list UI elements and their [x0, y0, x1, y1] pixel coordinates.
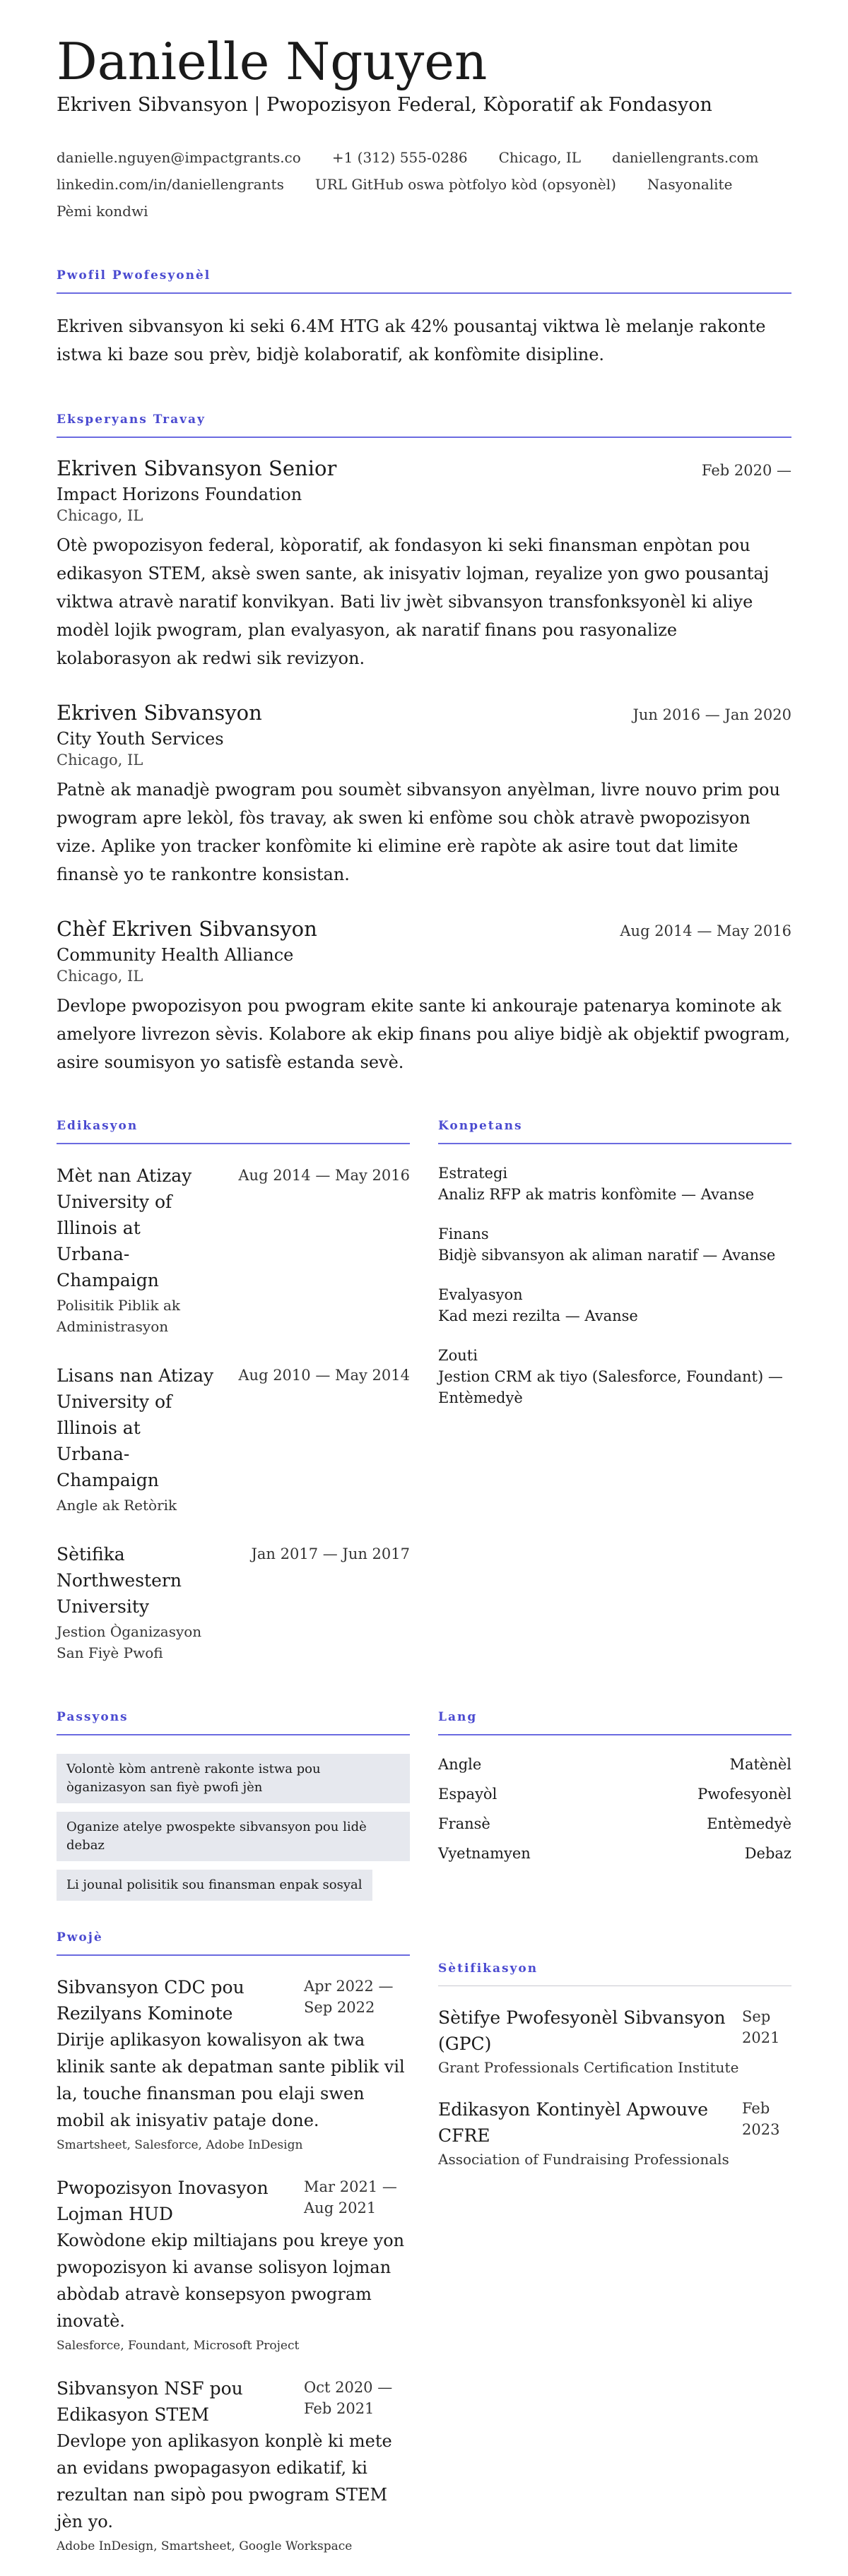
- interest-tag: Li jounal polisitik sou finansman enpak sosyal: [57, 1870, 372, 1901]
- section-title-profile: Pwofil Pwofesyonèl: [57, 268, 791, 294]
- project-item: [57, 2375, 410, 2553]
- education-dates: Aug 2014 — May 2016: [238, 1167, 410, 1185]
- project-item: [57, 2175, 410, 2353]
- skill-detail: Jestion CRM ak tiyo (Salesforce, Foundant) — Entèmedyè: [438, 1368, 783, 1407]
- project-dates: Mar 2021 — Aug 2021: [304, 2178, 397, 2217]
- certification-item: [438, 2005, 791, 2078]
- education-section: [57, 1105, 410, 1689]
- job-description: Devlope pwopozisyon pou pwogram ekite sante ki ankouraje patenarya kominote ak amelyore livrezon sèvis. Kolabore ak ekip finans pou aliye bidjè ak objektif pwogram, asire soumisyon yo satisfè estanda sevè.: [57, 996, 791, 1073]
- job-organization: Community Health Alliance: [57, 945, 294, 966]
- education-skills-row: [57, 1105, 791, 1689]
- job-organization: Impact Horizons Foundation: [57, 485, 302, 505]
- contact-nationality: Nasyonalite: [647, 176, 733, 194]
- candidate-headline: Ekriven Sibvansyon | Pwopozisyon Federal, Kòporatif ak Fondasyon: [57, 94, 712, 117]
- language-name: Angle: [438, 1756, 482, 1774]
- section-title-experience: Eksperyans Travay: [57, 412, 791, 438]
- education-field: Polisitik Piblik ak Administrasyon: [57, 1297, 181, 1336]
- certification-title: Edikasyon Kontinyèl Apwouve CFRE: [438, 2099, 709, 2147]
- education-degree: Mèt nan Atizay University of Illinois at Urbana-Champaign: [57, 1165, 192, 1291]
- job-location: Chicago, IL: [57, 507, 143, 525]
- language-row: [438, 1843, 791, 1864]
- skill-category: Evalyasyon: [438, 1286, 523, 1304]
- projects-certifications-row: [57, 1909, 791, 2576]
- certification-item: [438, 2096, 791, 2170]
- skills-section: [438, 1105, 791, 1689]
- job-title: Ekriven Sibvansyon Senior: [57, 456, 337, 481]
- certifications-section: [438, 1909, 791, 2576]
- job-dates: Aug 2014 — May 2016: [620, 922, 791, 940]
- education-item: [57, 1541, 410, 1663]
- section-title-education: Edikasyon: [57, 1119, 410, 1144]
- contact-linkedin[interactable]: linkedin.com/in/daniellengrants: [57, 176, 284, 194]
- contact-phone[interactable]: +1 (312) 555-0286: [331, 149, 468, 167]
- project-tools: Adobe InDesign, Smartsheet, Google Workspace: [57, 2539, 353, 2554]
- project-description: Kowòdone ekip miltiajans pou kreye yon pwopozisyon ki avanse solisyon lojman abòdab atravè konsepsyon pwogram inovatè.: [57, 2231, 405, 2332]
- education-degree: Lisans nan Atizay University of Illinois at Urbana-Champaign: [57, 1365, 214, 1491]
- project-item: [57, 1974, 410, 2152]
- project-dates: Oct 2020 — Feb 2021: [304, 2379, 393, 2418]
- language-level: Matènèl: [729, 1756, 791, 1774]
- education-item: [57, 1163, 410, 1337]
- skill-detail: Bidjè sibvansyon ak aliman naratif — Avanse: [438, 1247, 776, 1264]
- project-description: Devlope yon aplikasyon konplè ki mete an evidans pwopagasyon edikatif, ki rezultan nan sipò pou pwogram STEM jèn yo.: [57, 2431, 392, 2532]
- job-organization: City Youth Services: [57, 729, 224, 749]
- experience-item: [57, 701, 791, 889]
- education-item: [57, 1363, 410, 1516]
- job-location: Chicago, IL: [57, 752, 143, 769]
- job-description: Patnè ak manadjè pwogram pou soumèt sibvansyon anyèlman, livre nouvo prim pou pwogram apre lekòl, fòs travay, ak swen ki enfòme sou chòk atravè pwopozisyon vize. Aplike yon tracker konfòmite ki elimine erè rapòte ak asire tout dat limite finansè yo te rankontre konsistan.: [57, 780, 780, 885]
- certification-issuer: Grant Professionals Certification Institute: [438, 2059, 739, 2077]
- skill-category: Zouti: [438, 1347, 478, 1365]
- experience-section: [57, 412, 791, 1076]
- certification-date: Sep 2021: [742, 2008, 780, 2047]
- profile-section: [57, 268, 791, 369]
- project-tools: Salesforce, Foundant, Microsoft Project: [57, 2339, 300, 2354]
- experience-item: [57, 456, 791, 672]
- project-title: Sibvansyon NSF pou Edikasyon STEM: [57, 2378, 243, 2426]
- language-row: [438, 1783, 791, 1805]
- interests-section: [57, 1689, 410, 1909]
- certification-title: Sètifye Pwofesyonèl Sibvansyon (GPC): [438, 2007, 726, 2055]
- job-dates: Jun 2016 — Jan 2020: [632, 706, 791, 724]
- interests-languages-row: [57, 1689, 791, 1909]
- education-degree: Sètifika Northwestern University: [57, 1544, 182, 1618]
- section-title-projects: Pwojè: [57, 1930, 410, 1956]
- project-description: Dirije aplikasyon kowalisyon ak twa klinik sante ak depatman sante piblik vil la, touche finansman pou elaji swen mobil ak inisyativ pataje done.: [57, 2030, 405, 2131]
- language-name: Fransè: [438, 1815, 490, 1833]
- job-description: Otè pwopozisyon federal, kòporatif, ak fondasyon ki seki finansman enpòtan pou edikasyon STEM, aksè swen sante, ak inisyativ lojman, reyalize yon gwo pousantaj viktwa atravè naratif konvikyan. Bati liv jwèt sibvansyon transfonksyonèl ki aliye modèl lojik pwogram, plan evalyasyon, ak naratif finans pou rasyonalize kolaborasyon ak redwi sik revizyon.: [57, 535, 770, 669]
- section-title-interests: Passyons: [57, 1710, 410, 1735]
- language-row: [438, 1754, 791, 1775]
- contact-website[interactable]: daniellengrants.com: [612, 149, 759, 167]
- job-dates: Feb 2020 —: [701, 462, 791, 480]
- language-row: [438, 1813, 791, 1834]
- language-level: Entèmedyè: [707, 1815, 791, 1833]
- language-name: Espayòl: [438, 1786, 497, 1803]
- skill-item: [438, 1345, 791, 1408]
- skill-detail: Analiz RFP ak matris konfòmite — Avanse: [438, 1186, 755, 1204]
- job-title: Ekriven Sibvansyon: [57, 701, 262, 725]
- language-level: Pwofesyonèl: [697, 1786, 791, 1803]
- skill-category: Estrategi: [438, 1165, 508, 1182]
- skill-item: [438, 1223, 791, 1266]
- skill-item: [438, 1163, 791, 1205]
- project-title: Pwopozisyon Inovasyon Lojman HUD: [57, 2178, 269, 2225]
- profile-summary: Ekriven sibvansyon ki seki 6.4M HTG ak 42% pousantaj viktwa lè melanje rakonte istwa ki baze sou prèv, bidjè kolaboratif, ak konfòmite disipline.: [57, 316, 766, 365]
- projects-section: [57, 1909, 410, 2576]
- skill-item: [438, 1284, 791, 1326]
- contact-email[interactable]: danielle.nguyen@impactgrants.co: [57, 149, 301, 167]
- project-title: Sibvansyon CDC pou Rezilyans Kominote: [57, 1977, 245, 2024]
- section-title-skills: Konpetans: [438, 1119, 791, 1144]
- certification-issuer: Association of Fundraising Professionals: [438, 2151, 729, 2168]
- languages-section: [438, 1689, 791, 1909]
- project-dates: Apr 2022 — Sep 2022: [304, 1978, 394, 2017]
- section-title-languages: Lang: [438, 1710, 791, 1735]
- skill-category: Finans: [438, 1225, 489, 1243]
- certification-date: Feb 2023: [742, 2100, 780, 2139]
- education-field: Angle ak Retòrik: [57, 1497, 177, 1514]
- contact-list: [57, 144, 791, 225]
- candidate-name: Danielle Nguyen: [57, 32, 488, 91]
- job-location: Chicago, IL: [57, 968, 143, 985]
- education-dates: Aug 2010 — May 2014: [238, 1367, 410, 1384]
- interest-tag: Oganize atelye pwospekte sibvansyon pou lidè debaz: [57, 1812, 410, 1861]
- contact-license: Pèmi kondwi: [57, 203, 148, 220]
- project-tools: Smartsheet, Salesforce, Adobe InDesign: [57, 2138, 303, 2153]
- resume-header: [57, 34, 791, 225]
- experience-item: [57, 917, 791, 1076]
- contact-portfolio[interactable]: URL GitHub oswa pòtfolyo kòd (opsyonèl): [314, 176, 616, 194]
- interest-tag: Volontè kòm antrenè rakonte istwa pou òganizasyon san fiyè pwofi jèn: [57, 1754, 410, 1803]
- job-title: Chèf Ekriven Sibvansyon: [57, 917, 317, 942]
- contact-location: Chicago, IL: [498, 149, 582, 167]
- education-field: Jestion Òganizasyon San Fiyè Pwofi: [57, 1623, 202, 1662]
- skill-detail: Kad mezi rezilta — Avanse: [438, 1307, 638, 1325]
- language-name: Vyetnamyen: [438, 1845, 531, 1863]
- education-dates: Jan 2017 — Jun 2017: [251, 1545, 410, 1563]
- language-level: Debaz: [744, 1845, 791, 1863]
- section-title-certifications: Sètifikasyon: [438, 1961, 791, 1986]
